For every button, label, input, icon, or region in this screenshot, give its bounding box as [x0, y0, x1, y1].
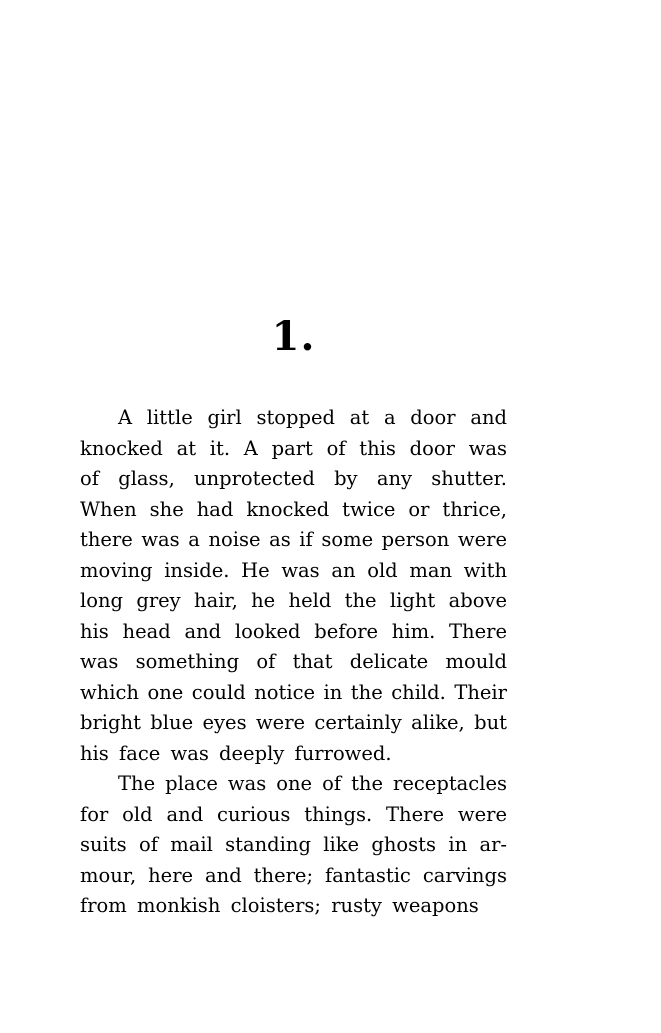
text-line: which one could notice in the child. Their: [80, 680, 507, 704]
text-line: A little girl stopped at a door and: [118, 406, 507, 429]
text-line: When she had knocked twice or thrice,: [80, 497, 507, 521]
text-line: knocked at it. A part of this door was: [80, 436, 507, 460]
text-line: from monkish cloisters; rusty weapons: [80, 894, 479, 917]
text-line: suits of mail standing like ghosts in ar-: [80, 833, 507, 856]
text-line: bright blue eyes were certainly alike, but: [80, 711, 507, 734]
text-line: long grey hair, he held the light above: [80, 589, 507, 612]
text-line: The place was one of the receptacles: [118, 772, 507, 795]
text-line: for old and curious things. There were: [80, 802, 507, 826]
chapter-heading: 1.: [271, 313, 316, 360]
text-line: mour, here and there; fantastic carvings: [80, 863, 507, 887]
text-line: moving inside. He was an old man with: [80, 558, 507, 582]
text-line: of glass, unprotected by any shutter.: [80, 467, 507, 490]
text-line: his head and looked before him. There: [80, 619, 507, 643]
paragraph: [80, 403, 507, 769]
text-line: there was a noise as if some person were: [80, 528, 507, 551]
text-column: [80, 403, 507, 922]
paragraph: [80, 769, 507, 922]
text-line: his face was deeply furrowed.: [80, 741, 392, 765]
text-line: was something of that delicate mould: [80, 650, 507, 673]
